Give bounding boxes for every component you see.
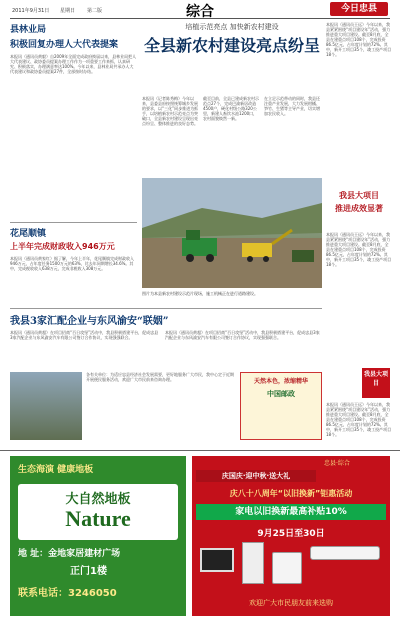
article-auto-parts-headline: 我县3家汇配企业与东风渝安“联姻” bbox=[10, 316, 169, 327]
article-forestry bbox=[10, 22, 137, 182]
article-countryside-col2: 截至目前，全县已建成新农村示范点27个，完成巴渝新居改造4500户，硬化村级公路320公里，新建人畜饮水池1200口，农村面貌焕然一新。 bbox=[203, 96, 259, 121]
newspaper-logo: 今日忠县 bbox=[330, 2, 388, 16]
construction-photo bbox=[142, 178, 322, 288]
article-forestry-body: 本报讯（通讯员黄毅）自2009年全面完成政府换届以来，县林业局把人大代表建议、政协委员提案办理工作作为一项重要工作来抓，认真研究、积极落实，办理满意率达100%。今年以来，县林业局共承办人大代表建议和政协委员提案27件，全部按时办结。 bbox=[10, 54, 137, 74]
mid-divider bbox=[10, 308, 322, 309]
appliance-trade-in-ad bbox=[192, 456, 390, 616]
issue-date: 2011年9月31日 bbox=[12, 8, 50, 14]
article-auto-parts bbox=[10, 312, 322, 328]
nature-flooring-ad bbox=[10, 456, 186, 616]
article-projects-headline-2: 推进成效显著 bbox=[335, 204, 383, 213]
article-projects-body: 本报讯（通讯员王远）今年以来，我县紧紧围绕“项目建设年”活动，强力推进重大项目建设。截至8月底，全县在建重点项目108个，完成投资86.5亿元，占年度计划的72%。其中，新开工项目35个，竣工投产项目18个。 bbox=[326, 232, 392, 267]
appliance-ad-dates: 9月25日至30日 bbox=[257, 529, 325, 539]
projects-promo-text: 我县大项目 bbox=[363, 371, 388, 387]
appliance-ad-headline-1: 庆八十八周年“以旧换新”钜惠活动 bbox=[229, 489, 353, 498]
appliance-ad-banner: 庆国庆·迎中秋·送大礼 bbox=[196, 470, 316, 482]
section-title: 综合 bbox=[186, 4, 214, 18]
tv-icon bbox=[200, 548, 234, 572]
article-countryside-kicker: 培植示范亮点 加快新农村建设 bbox=[185, 23, 279, 31]
article-countryside-col1: 本报讯（记者陈秀梅）今年以来，县委县府按照统筹城乡发展的要求，以“三化”同步推进为抓手，以培植新农村示范亮点为突破口，全县新农村建设呈现出亮点纷呈、整体推进的良好态势。 bbox=[142, 96, 199, 126]
projects-promo-box bbox=[362, 368, 390, 398]
page-number: 第二版 bbox=[87, 8, 103, 14]
article-countryside-headline: 全县新农村建设亮点纷呈 bbox=[143, 36, 320, 55]
article-auto-parts-body: 本报讯（通讯员黄超）在项目招商“百日攻坚”活动中，我县积极搭建平台，促成忠县3家汽配企业与东风渝安汽车有限公司签订合作协议，实现强强联合。 bbox=[10, 330, 159, 340]
article-countryside-col3: 在立足示范带动的同时，我县还注重产业发展，大力发展柑橘、笋竹、生猪等主导产业，切实增加农民收入。 bbox=[264, 96, 320, 116]
appliance-ad-footer: 欢迎广大市民朋友前来选购 bbox=[249, 599, 333, 607]
right-mid-text: 本报讯（通讯员王远）今年以来，我县紧紧围绕“项目建设年”活动，强力推进重大项目建设。截至8月底，全县在建重点项目108个，完成投资86.5亿元，占年度计划的72%。其中，新开工项目35个，竣工投产项目18个。 bbox=[326, 402, 392, 437]
fridge-icon bbox=[242, 542, 264, 584]
article-projects-intro: 本报讯（通讯员王远）今年以来，我县紧紧围绕“项目建设年”活动，强力推进重大项目建设。截至8月底，全县在建重点项目108个，完成投资86.5亿元，占年度计划的72%。其中，新开工项目35个，竣工投产项目18个。 bbox=[326, 22, 392, 57]
factory-photo bbox=[10, 372, 82, 440]
left-divider bbox=[10, 222, 137, 223]
construction-scene-icon bbox=[142, 178, 322, 288]
photo-caption: 图片为本县新农村建设示范片现场，施工机械正在进行道路建设。 bbox=[142, 291, 258, 296]
appliance-product-row bbox=[196, 542, 386, 592]
postal-ad-sub: 中国邮政 bbox=[267, 390, 295, 398]
nature-brand-en: Nature bbox=[65, 506, 131, 531]
article-huaweishun-title: 花尾顺镇 bbox=[10, 229, 47, 239]
nature-slogan: 生态海演 健康地板 bbox=[18, 465, 94, 475]
article-auto-parts-body-2: 本报讯（通讯员黄超）在项目招商“百日攻坚”活动中，我县积极搭建平台，促成忠县3家汽配企业与东风渝安汽车有限公司签订合作协议，实现强强联合。 bbox=[165, 330, 320, 340]
article-huaweishun-body: 本报讯（通讯员黄家红）据了解，今年上半年，花尾顺镇完成财政收入946万元，占年度任务1500万元的63%，比去年同期增长34.6%。其中，完成税收收入638万元，完成非税收入308万元。 bbox=[10, 256, 134, 271]
article-huaweishun bbox=[10, 226, 137, 326]
article-forestry-title: 县林业局 bbox=[10, 25, 47, 35]
nature-brand-cn: 大自然地板 bbox=[65, 492, 131, 507]
ads-divider bbox=[0, 450, 400, 451]
nature-address: 地 址：金地家居建材广场 bbox=[18, 549, 121, 559]
appliance-ad-headline-2: 家电以旧换新最高补贴10% bbox=[196, 504, 386, 520]
article-projects-headline-box bbox=[326, 190, 392, 230]
nature-address-line2: 正门1楼 bbox=[70, 566, 107, 577]
article-forestry-headline: 积极回复办理人大代表提案 bbox=[10, 40, 119, 50]
article-huaweishun-headline: 上半年完成财政收入946万元 bbox=[10, 242, 115, 251]
postal-ad-box bbox=[240, 372, 322, 440]
masthead bbox=[0, 0, 400, 18]
postal-ad-title: 天然本色，浓缩精华 bbox=[253, 378, 308, 385]
nature-logo-panel bbox=[18, 484, 178, 540]
nature-phone: 联系电话：3246050 bbox=[18, 588, 117, 599]
issue-weekday: 星期日 bbox=[60, 8, 76, 14]
header-rule bbox=[10, 18, 390, 19]
washer-icon bbox=[272, 552, 302, 584]
article-projects-headline-1: 我县大项目 bbox=[339, 191, 379, 200]
aircon-icon bbox=[310, 546, 380, 560]
appliance-ad-top-label: 忠县·综合 bbox=[324, 460, 350, 467]
bottom-article-body: 各有关单位：为适应忠县经济社会发展需要，更好地服务广大市民，我中心定于近期开展便民服务活动，欢迎广大市民前来咨询办理。 bbox=[86, 372, 234, 382]
